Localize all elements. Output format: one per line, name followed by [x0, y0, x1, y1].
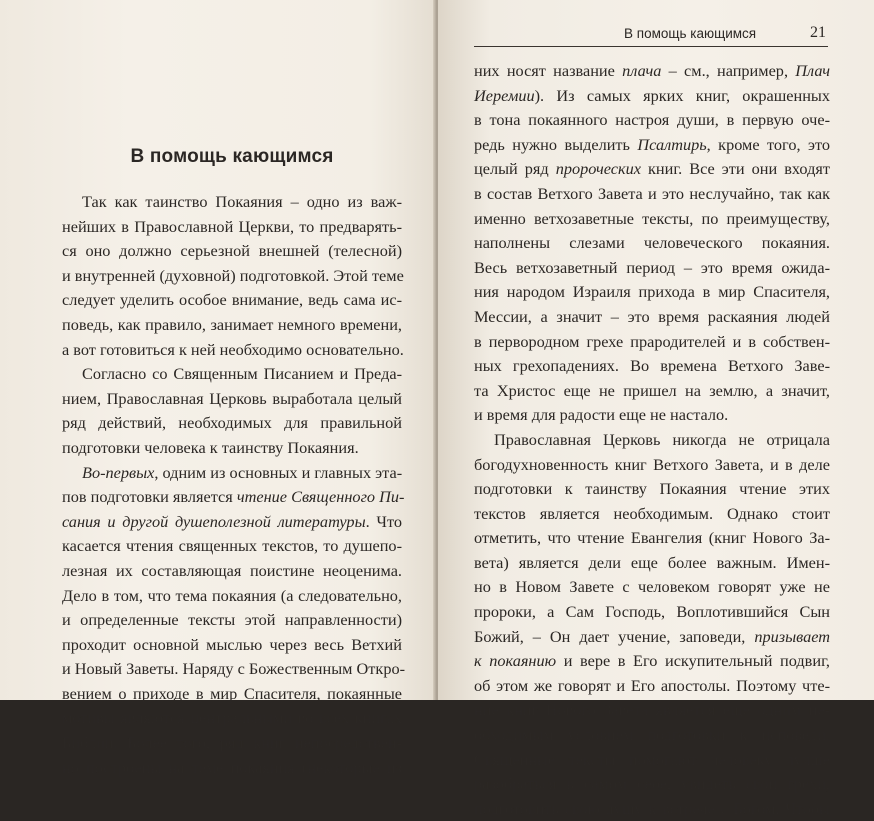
text-line: ния народом Израиля прихода в мир Спасителя, [474, 282, 830, 302]
text-line: Библии. Более того, ряд книг непосредствен- [62, 733, 402, 753]
text-line: текстов является необходимым. Однако стоит [474, 503, 830, 523]
text-line: но построены на теме покаяния (некоторые из [62, 757, 402, 777]
text-line: нием, Православная Церковь выработала целый [62, 388, 402, 408]
text-line: а вот готовиться к ней необходимо основательно. [62, 339, 404, 359]
left-page [0, 0, 436, 777]
text-line: и Новый Заветы. Наряду с Божественным Откро- [62, 659, 406, 679]
running-title: В помощь кающимся [624, 26, 757, 41]
text-line: Священные тексты помогают человеку лучше [474, 749, 830, 769]
text-line: к покаянию и вере в Его искупительный подвиг, [474, 651, 830, 671]
text-line: но в Новом Завете с человеком говорят уже не [474, 577, 830, 597]
text-line: пов подготовки является чтение Священного Пи- [62, 487, 405, 507]
text-line: Иеремии). Из самых ярких книг, окрашенных [474, 85, 830, 105]
page-number: 21 [810, 24, 826, 41]
text-line: пророки, а Сам Господь, Воплотившийся Сын [474, 602, 830, 622]
text-line: Весь ветхозаветный период – это время ожида- [474, 257, 830, 277]
text-line: целый ряд пророческих книг. Все эти они входят [474, 159, 830, 179]
text-line: отметить, что чтение Евангелия (книг Нового За- [474, 528, 830, 548]
text-line: вета) является дели еще более важным. Имен- [474, 552, 830, 572]
text-line: Согласно со Священным Писанием и Преда- [82, 364, 402, 384]
text-line: та Христос еще не пришел на землю, а значит, [474, 380, 830, 400]
text-line: Во-первых, одним из основных и главных эта- [82, 462, 403, 482]
text-line: ных грехопадениях. Во времена Ветхого Заве- [474, 356, 830, 376]
text-line: Так как таинство Покаяния – одно из важ- [82, 192, 402, 211]
text-line: Мессии, а значит – это время раскаяния людей [474, 306, 830, 326]
text-line: редь нужно выделить Псалтирь, кроме того, это [474, 134, 830, 154]
text-line: касается чтения священных текстов, то душепо- [62, 536, 402, 556]
text-line: поведь, как правило, занимает немного времени, [62, 314, 402, 334]
text-line: проходит основной мыслью через весь Ветхий [62, 634, 402, 654]
right-page [438, 0, 874, 818]
text-line: именно ветхозаветные тексты, по преимуществу, [474, 208, 830, 228]
text-line: об этом же говорят и Его апостолы. Поэтому чте- [474, 675, 830, 695]
running-header [474, 24, 828, 47]
text-line: них носят название плача – см., например, Плач [474, 61, 831, 80]
text-line: Божий, – Он дает учение, заповеди, призывает [474, 626, 830, 646]
text-line: подготовки к таинству Покаяния чтение этих [474, 479, 830, 499]
text-line: подготовки человека к таинству Покаяния. [62, 437, 359, 457]
text-line: наполнены слезами человеческого покаяния. [474, 233, 830, 253]
text-line: и внутренней (духовной) подготовкой. Этой теме [62, 265, 404, 285]
text-line: обходимым условием подготовки к исповеди. [474, 725, 830, 745]
text-line: в состав Ветхого Завета и это неслучайно, так как [474, 183, 830, 203]
right-page-text [474, 59, 830, 821]
text-line: и определенные тексты этой направленности) [62, 610, 402, 630]
left-page-text [62, 190, 406, 780]
text-line: в тона покаянного настроя души, в первую оче- [474, 110, 830, 130]
text-line: ряд действий, необходимых для правильной [62, 413, 402, 433]
text-line: вением о приходе в мир Спасителя, покаянные [62, 683, 402, 703]
text-line: ся оно должно серьезной внешней (телесной) [62, 241, 402, 261]
text-line: Православная Церковь никогда не отрицала [494, 429, 830, 449]
chapter-heading: В помощь кающимся [130, 146, 334, 167]
text-line: следует уделить особое внимание, ведь сама ис- [62, 290, 402, 310]
text-line: подготовить свою душу к встрече с Богом. Чтобы [474, 798, 830, 818]
text-line: мотивы являются центральными во всех книгах [62, 708, 402, 728]
text-line: в первородном грехе прародителей и в собствен- [474, 331, 830, 351]
text-line: сания и другой душеполезной литературы. Что [62, 511, 403, 531]
text-line: нейших в Православной Церкви, то предварять- [62, 216, 402, 236]
text-line: лезная их составляющая поистине неоценима. [62, 560, 402, 580]
text-line: богодухновенность книг Ветхого Завета, и в деле [474, 454, 830, 474]
text-line: Дело в том, что тема покаяния (а следовательно, [62, 585, 402, 605]
text-line: разобраться в самом себе, увидеть свои грехи, [474, 774, 830, 794]
text-line: ние книг Нового Завета является еще одним не- [474, 700, 830, 720]
text-line: и время для радости еще не настало. [474, 405, 729, 425]
